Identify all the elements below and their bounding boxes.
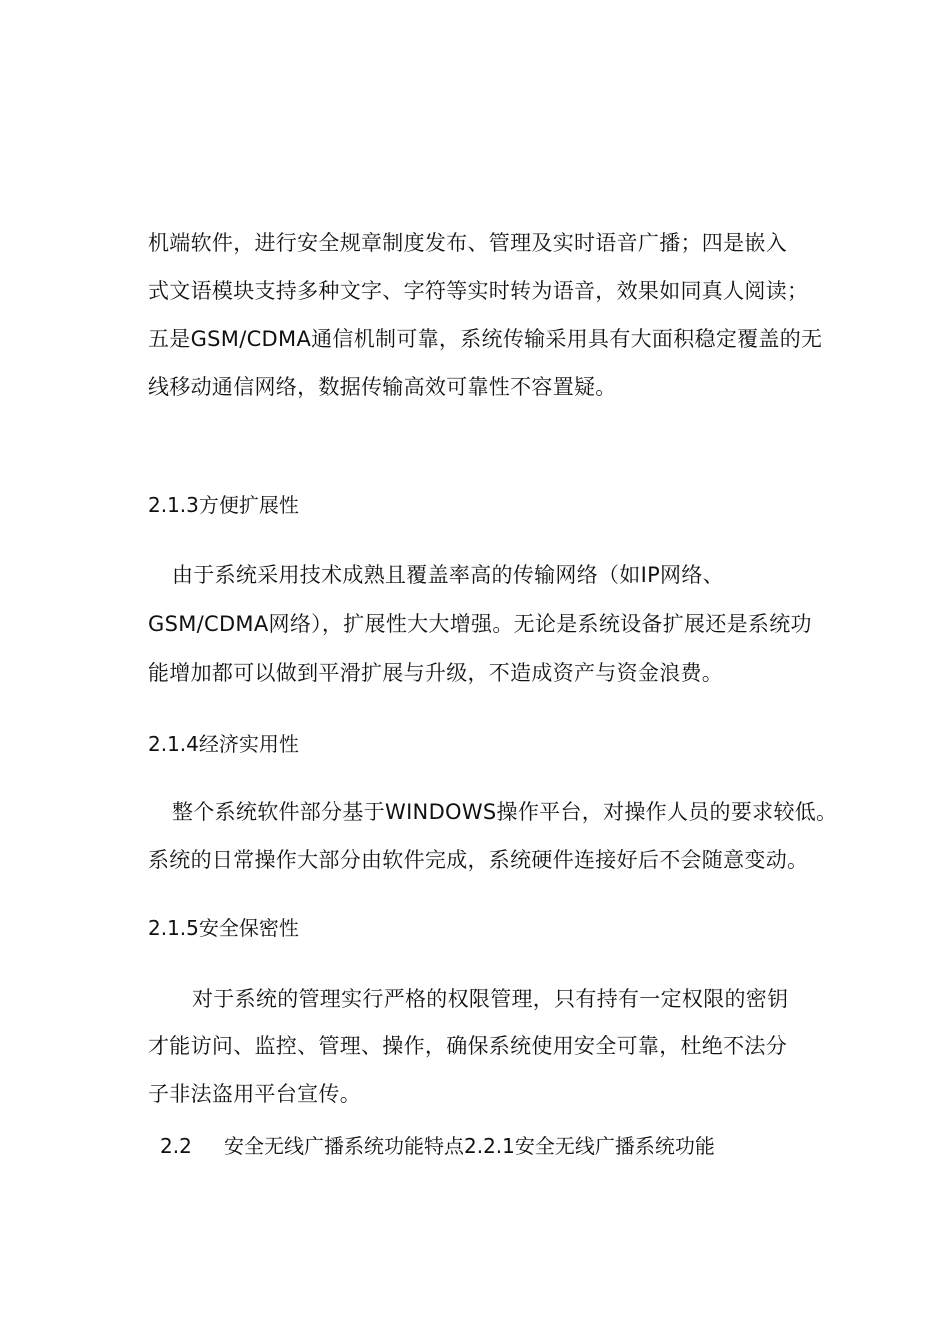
section-heading-2-1-5: 2.1.5安全保密性: [148, 916, 299, 940]
section-heading-2-2: [160, 1131, 715, 1161]
section-title: 安全无线广播系统功能特点2.2.1安全无线广播系统功能: [224, 1134, 715, 1158]
paragraph-line: 由于系统采用技术成熟且覆盖率高的传输网络（如IP网络、: [172, 563, 724, 587]
paragraph-line: 整个系统软件部分基于WINDOWS操作平台，对操作人员的要求较低。: [172, 800, 838, 824]
paragraph-line: 系统的日常操作大部分由软件完成，系统硬件连接好后不会随意变动。: [148, 848, 809, 872]
paragraph-line: 能增加都可以做到平滑扩展与升级，不造成资产与资金浪费。: [148, 661, 724, 685]
paragraph-line: GSM/CDMA网络），扩展性大大增强。无论是系统设备扩展还是系统功: [148, 612, 812, 636]
paragraph-line: 对于系统的管理实行严格的权限管理，只有持有一定权限的密钥: [192, 987, 789, 1011]
section-number: 2.2: [160, 1134, 192, 1158]
section-heading-2-1-4: 2.1.4经济实用性: [148, 732, 299, 756]
paragraph-line: 五是GSM/CDMA通信机制可靠，系统传输采用具有大面积稳定覆盖的无: [148, 327, 823, 351]
paragraph-line: 子非法盗用平台宣传。: [148, 1082, 361, 1106]
paragraph-line: 式文语模块支持多种文字、字符等实时转为语音，效果如同真人阅读；: [148, 279, 809, 303]
paragraph-line: 才能访问、监控、管理、操作，确保系统使用安全可靠，杜绝不法分: [148, 1034, 787, 1058]
section-heading-2-1-3: 2.1.3方便扩展性: [148, 493, 299, 517]
paragraph-line: 机端软件，进行安全规章制度发布、管理及实时语音广播；四是嵌入: [148, 231, 787, 255]
paragraph-line: 线移动通信网络，数据传输高效可靠性不容置疑。: [148, 375, 617, 399]
